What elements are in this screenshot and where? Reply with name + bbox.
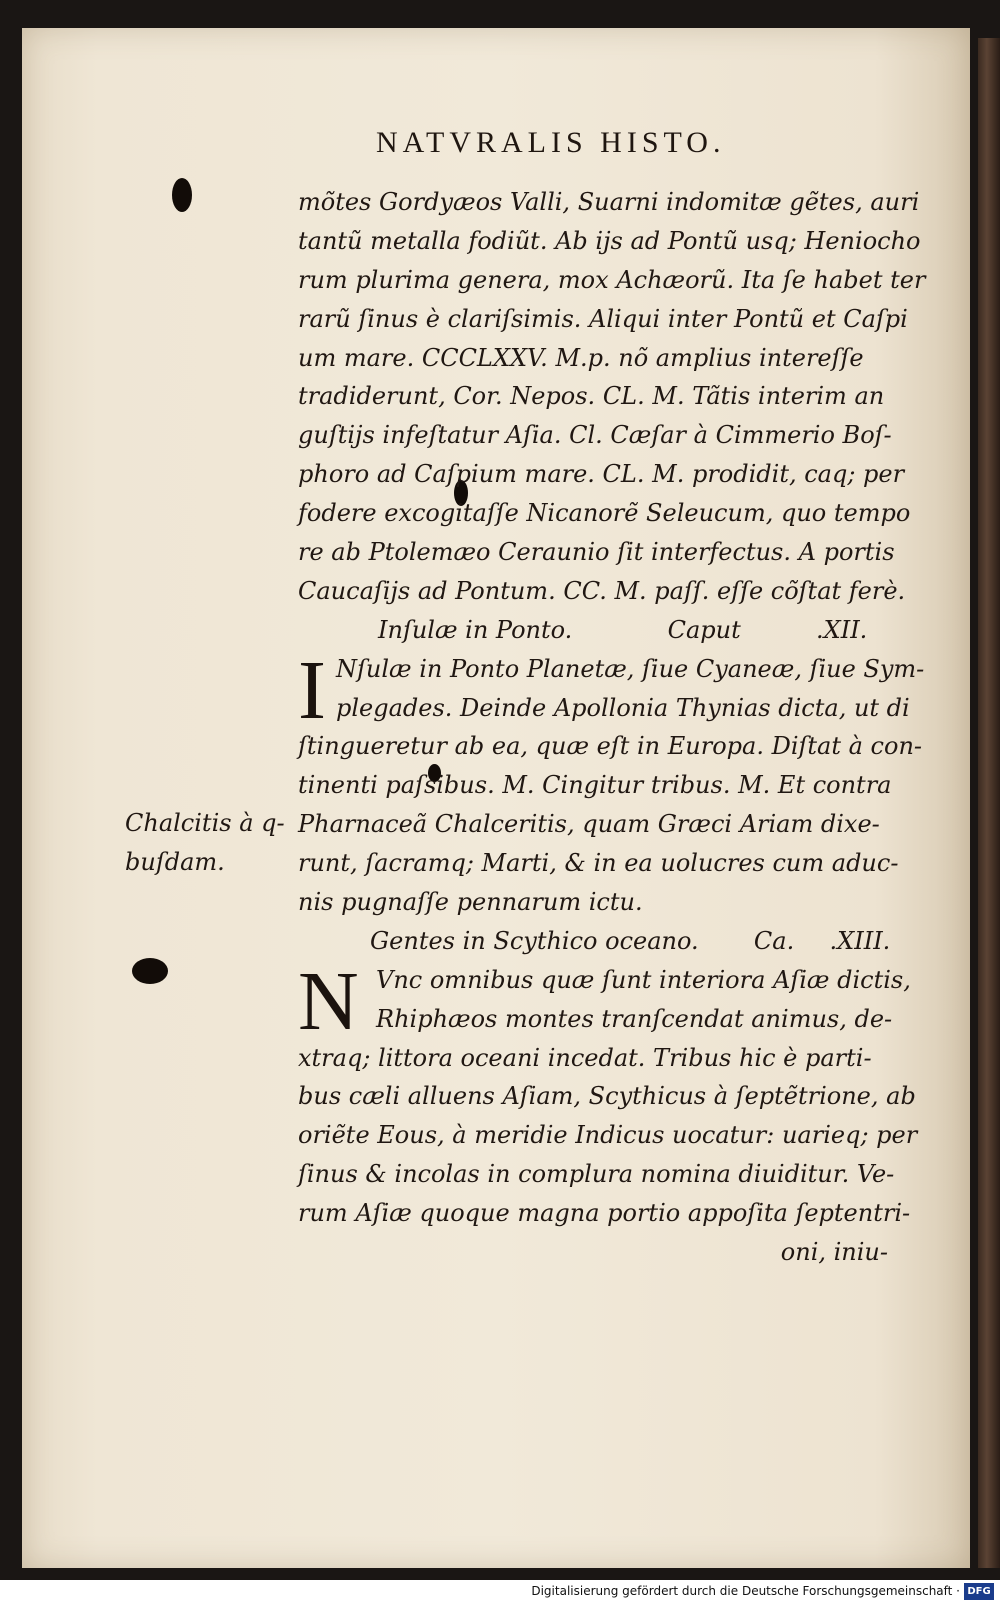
funding-credit: Digitalisierung gefördert durch die Deutsche Forschungsgemeinschaft · <box>531 1584 960 1598</box>
text-line: Pharnaceã Chalceritis, quam Græci Ariam dixe- <box>298 810 880 839</box>
text-line: Rhiphæos montes tranſcendat animus, de- <box>376 1004 893 1033</box>
text-line: tantũ metalla fodiũt. Ab ijs ad Pontũ usq; Heniocho <box>298 226 921 255</box>
text-line: tinenti paſsibus. M. Cingitur tribus. M. Et contra <box>298 771 892 800</box>
chapter-title: Gentes in Scythico oceano. <box>370 926 699 955</box>
text-line: rarũ ſinus è clariſsimis. Aliqui inter Pontũ et Caſpi <box>298 304 908 333</box>
chapter-heading <box>298 611 918 650</box>
text-line: fodere excogitaſſe Nicanorẽ Seleucum, quo tempo <box>298 499 911 528</box>
chapter-number: .XIII. <box>829 926 891 955</box>
text-line: um mare. CCCLXXV. M.p. nõ amplius intereſſe <box>298 343 864 372</box>
margin-note-line: buſdam. <box>125 847 225 876</box>
text-line: re ab Ptolemæo Ceraunio ſit interfectus. A portis <box>298 538 895 567</box>
drop-cap: N <box>298 954 359 1048</box>
text-line: Nſulæ in Ponto Planetæ, ſiue Cyaneæ, ſiue Sym- <box>336 654 925 683</box>
text-line: nis pugnaſſe pennarum ictu. <box>298 888 643 917</box>
text-line: oriẽte Eous, à meridie Indicus uocatur: uarieq; per <box>298 1121 918 1150</box>
text-line: rum Aſiæ quoque magna portio appoſita ſeptentri- <box>298 1199 911 1228</box>
book-edge <box>978 38 1000 1568</box>
dfg-logo: DFG <box>964 1583 994 1600</box>
chapter-number: .XII. <box>816 615 868 644</box>
chapter-13-text <box>298 954 918 1272</box>
text-line: phoro ad Caſpium mare. CL. M. prodidit, caq; per <box>298 460 905 489</box>
running-title: NATVRALIS HISTO. <box>376 126 726 159</box>
text-line: mõtes Gordyæos Valli, Suarni indomitæ gẽtes, auri <box>298 188 920 216</box>
digitization-footer <box>0 1580 1000 1604</box>
text-line: Caucaſijs ad Pontum. CC. M. paſſ. eſſe cõſtat ferè. <box>298 576 906 605</box>
drop-cap: I <box>298 643 326 737</box>
text-line: Vnc omnibus quæ ſunt interiora Aſiæ dictis, <box>376 965 911 994</box>
chapter-title: Inſulæ in Ponto. <box>378 615 573 644</box>
chapter-caput: Ca. <box>753 926 795 955</box>
text-line: rum plurima genera, mox Achæorũ. Ita ſe habet ter <box>298 265 926 294</box>
text-line: tradiderunt, Cor. Nepos. CL. M. Tãtis interim an <box>298 382 885 411</box>
text-line: runt, ſacramq; Marti, & in ea uolucres cum aduc- <box>298 849 899 878</box>
text-line: ſtingueretur ab ea, quæ eſt in Europa. Diſtat à con- <box>298 732 923 761</box>
text-line: plegades. Deinde Apollonia Thynias dicta, ut di <box>336 693 910 722</box>
ink-blot <box>132 958 168 984</box>
marginal-note <box>125 804 285 882</box>
text-line: guſtijs infeſtatur Aſia. Cl. Cæſar à Cimmerio Boſ- <box>298 421 892 450</box>
text-block-intro <box>298 183 926 611</box>
ink-blot <box>172 178 192 212</box>
text-line: xtraq; littora oceani incedat. Tribus hic è parti- <box>298 1043 872 1072</box>
catchword: oni, iniu- <box>780 1238 888 1267</box>
margin-note-line: Chalcitis à q- <box>125 809 285 837</box>
text-line: bus cæli alluens Aſiam, Scythicus à ſeptẽtrione, ab <box>298 1082 916 1111</box>
text-line: ſinus & incolas in complura nomina diuiditur. Ve- <box>298 1160 895 1189</box>
chapter-12-text <box>298 643 925 922</box>
chapter-heading <box>298 922 918 961</box>
main-text <box>298 183 926 1272</box>
chapter-caput: Caput <box>667 615 741 644</box>
